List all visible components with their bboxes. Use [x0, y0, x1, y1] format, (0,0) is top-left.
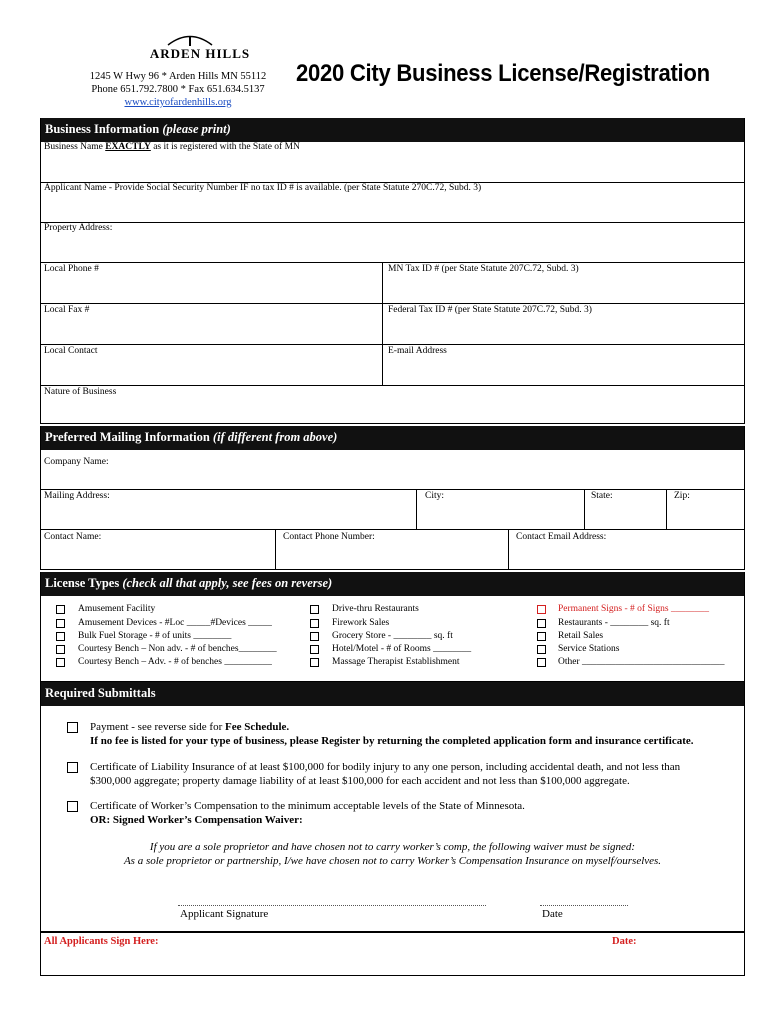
- contact-name-label[interactable]: Contact Name:: [44, 532, 102, 542]
- business-info-note: (please print): [162, 122, 231, 136]
- checkbox[interactable]: [310, 658, 319, 667]
- phone-tax-row: [40, 263, 745, 304]
- email-label[interactable]: E-mail Address: [388, 346, 447, 356]
- applicant-name-label: Applicant Name - Provide Social Security Number IF no tax ID # is available. (per State Statute 270C.72, Subd. 3): [44, 183, 482, 193]
- license-option: Other ______________________________: [558, 657, 725, 667]
- contact-email-label[interactable]: Contact Email Address:: [516, 532, 607, 542]
- license-option: Bulk Fuel Storage - # of units ________: [78, 631, 232, 641]
- phone-line: Phone 651.792.7800 * Fax 651.634.5137: [91, 84, 265, 95]
- address-line: 1245 W Hwy 96 * Arden Hills MN 55112: [89, 71, 267, 82]
- property-address-field[interactable]: [40, 223, 745, 263]
- arden-hills-logo: [100, 38, 300, 62]
- form-title: 2020 City Business License/Registration: [296, 60, 710, 87]
- checkbox[interactable]: [537, 619, 546, 628]
- logo-text: ARDEN HILLS: [149, 46, 251, 61]
- divider: [416, 490, 417, 530]
- business-name-suffix: as it is registered with the State of MN: [153, 142, 300, 152]
- license-option: Restaurants - ________ sq. ft: [558, 618, 670, 628]
- checkbox[interactable]: [310, 645, 319, 654]
- website-link[interactable]: www.cityofardenhills.org: [124, 97, 232, 108]
- nature-of-business-label: Nature of Business: [44, 387, 117, 397]
- mn-tax-id-label[interactable]: MN Tax ID # (per State Statute 207C.72, Subd. 3): [388, 264, 579, 274]
- checkbox[interactable]: [56, 658, 65, 667]
- checkbox[interactable]: [56, 619, 65, 628]
- mailing-address-row: [40, 490, 745, 530]
- license-option: Amusement Facility: [78, 604, 156, 614]
- federal-tax-id-label[interactable]: Federal Tax ID # (per State Statute 207C.72, Subd. 3): [388, 305, 592, 315]
- license-option: Hotel/Motel - # of Rooms ________: [332, 644, 472, 654]
- license-option: Courtesy Bench – Adv. - # of benches __________: [78, 657, 272, 667]
- contact-row: [40, 530, 745, 570]
- license-option: Retail Sales: [558, 631, 604, 641]
- divider: [508, 530, 509, 570]
- company-name-field[interactable]: [40, 450, 745, 490]
- liability-checkbox[interactable]: [67, 762, 78, 773]
- submittals-heading: Required Submittals: [45, 686, 156, 700]
- final-signature-box[interactable]: [40, 932, 745, 976]
- checkbox[interactable]: [56, 645, 65, 654]
- checkbox[interactable]: [56, 632, 65, 641]
- applicant-name-field[interactable]: [40, 183, 745, 223]
- license-option: Courtesy Bench – Non adv. - # of benches________: [78, 644, 277, 654]
- license-heading: License Types: [45, 576, 120, 590]
- payment-text: [90, 720, 694, 748]
- contact-phone-label[interactable]: Contact Phone Number:: [283, 532, 375, 542]
- mailing-note: (if different from above): [212, 430, 338, 444]
- local-contact-label[interactable]: Local Contact: [44, 346, 98, 356]
- city-label[interactable]: City:: [425, 491, 445, 501]
- divider: [666, 490, 667, 530]
- mailing-heading: Preferred Mailing Information: [45, 430, 210, 444]
- license-option: Grocery Store - ________ sq. ft: [332, 631, 453, 641]
- license-option: Massage Therapist Establishment: [332, 657, 460, 667]
- checkbox[interactable]: [537, 632, 546, 641]
- license-option: Drive-thru Restaurants: [332, 604, 419, 614]
- workers-comp-checkbox[interactable]: [67, 801, 78, 812]
- payment-line1: Payment - see reverse side for: [90, 721, 223, 733]
- nature-of-business-field[interactable]: [40, 386, 745, 424]
- contact-email-row: [40, 345, 745, 386]
- exactly-emphasis: EXACTLY: [105, 142, 151, 152]
- tree-logo-icon: [160, 32, 220, 46]
- checkbox-permanent-signs[interactable]: [537, 605, 546, 614]
- business-name-field[interactable]: [40, 142, 745, 183]
- waiver-line2: As a sole proprietor or partnership, I/we have chosen not to carry Worker’s Compensation Insurance on myself/ourselves.: [123, 855, 662, 867]
- final-date-label: Date:: [612, 936, 637, 947]
- applicant-signature-label: Applicant Signature: [180, 908, 269, 920]
- divider: [382, 304, 383, 345]
- payment-checkbox[interactable]: [67, 722, 78, 733]
- liability-text: [90, 760, 680, 788]
- workers-line1: Certificate of Worker’s Compensation to the minimum acceptable levels of the State of Minnesota.: [90, 800, 525, 812]
- checkbox[interactable]: [537, 658, 546, 667]
- license-option: Amusement Devices - #Loc _____#Devices _____: [78, 618, 272, 628]
- license-option: Service Stations: [558, 644, 620, 654]
- waiver-line1: If you are a sole proprietor and have chosen not to carry worker’s comp, the following waiver must be signed:: [149, 841, 636, 853]
- all-applicants-sign-label: All Applicants Sign Here:: [44, 936, 159, 947]
- local-fax-label[interactable]: Local Fax #: [44, 305, 90, 315]
- business-name-label: Business Name: [44, 142, 103, 152]
- property-address-label: Property Address:: [44, 223, 113, 233]
- divider: [275, 530, 276, 570]
- payment-line2: If no fee is listed for your type of business, please Register by returning the completed application form and insurance certificate.: [90, 735, 694, 747]
- local-phone-label[interactable]: Local Phone #: [44, 264, 99, 274]
- checkbox[interactable]: [310, 605, 319, 614]
- divider: [382, 263, 383, 304]
- divider: [584, 490, 585, 530]
- liability-line1: Certificate of Liability Insurance of at least $100,000 for bodily injury to any one person, including accidental death, and not less than: [90, 761, 681, 773]
- business-info-heading: Business Information: [45, 122, 160, 136]
- checkbox[interactable]: [56, 605, 65, 614]
- liability-line2: $300,000 aggregate; property damage liability of at least $100,000 for each accident and not less than $100,000 aggregate.: [90, 775, 630, 787]
- zip-label[interactable]: Zip:: [674, 491, 690, 501]
- checkbox[interactable]: [310, 632, 319, 641]
- state-label[interactable]: State:: [591, 491, 613, 501]
- signature-line[interactable]: [178, 905, 486, 906]
- fee-schedule-label: Fee Schedule.: [225, 721, 290, 733]
- workers-comp-text: [90, 799, 525, 827]
- date-label: Date: [542, 908, 563, 920]
- company-name-label: Company Name:: [44, 457, 109, 467]
- divider: [382, 345, 383, 386]
- city-address-block: [78, 70, 278, 109]
- license-option-highlighted: Permanent Signs - # of Signs ________: [558, 604, 709, 614]
- fax-federal-row: [40, 304, 745, 345]
- waiver-text: [40, 840, 745, 868]
- checkbox[interactable]: [310, 619, 319, 628]
- license-note: (check all that apply, see fees on reverse): [122, 576, 333, 590]
- license-option: Firework Sales: [332, 618, 390, 628]
- checkbox[interactable]: [537, 645, 546, 654]
- mailing-address-label[interactable]: Mailing Address:: [44, 491, 110, 501]
- workers-line2: OR: Signed Worker’s Compensation Waiver:: [90, 814, 303, 826]
- date-line[interactable]: [540, 905, 628, 906]
